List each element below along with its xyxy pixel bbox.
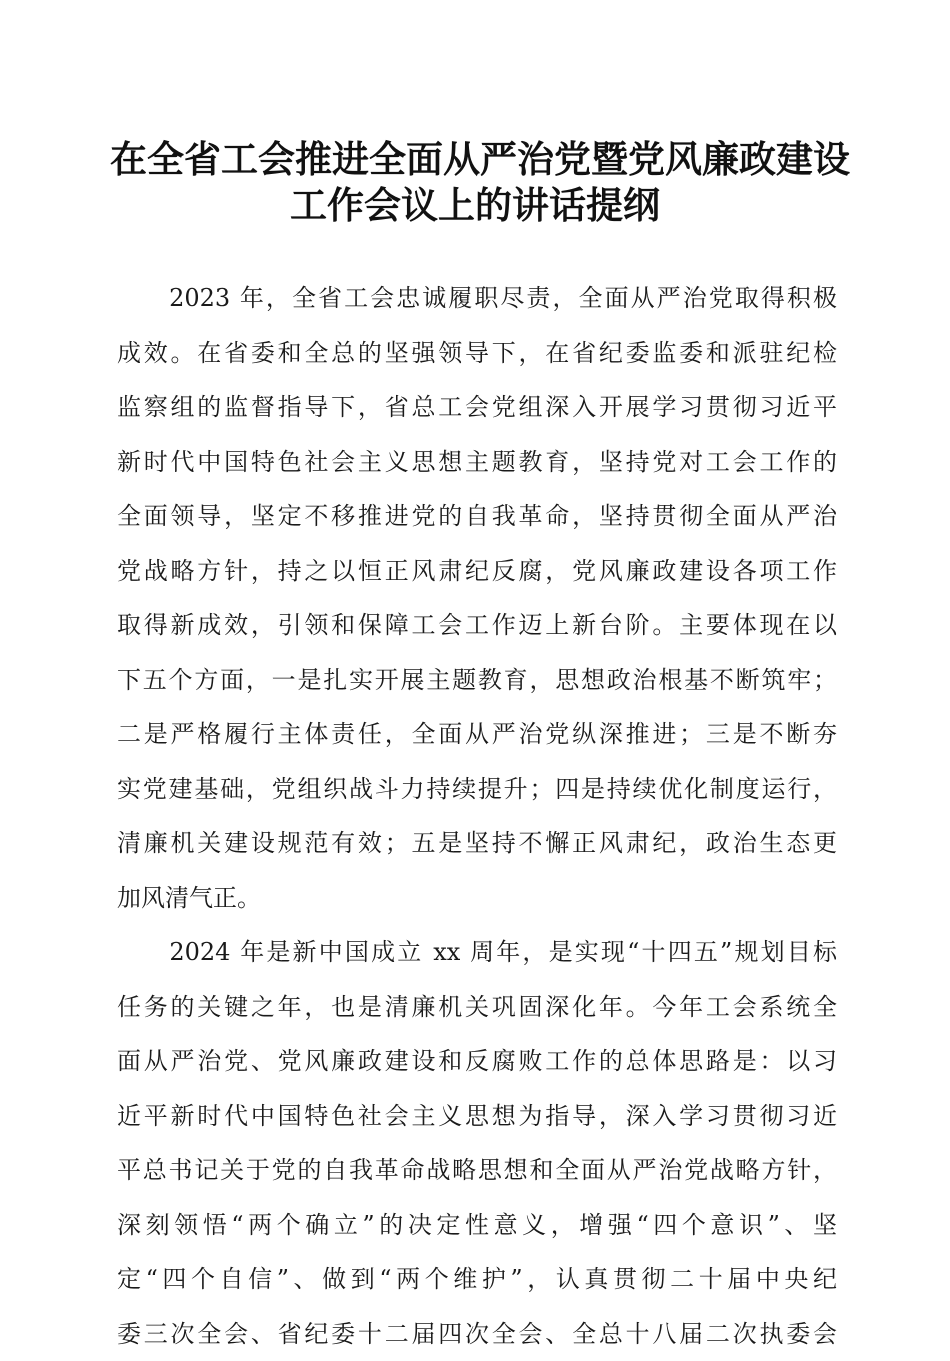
text-line: 面从严治党、党风廉政建设和反腐败工作的总体思路是：以习 — [117, 1034, 837, 1089]
title-line-1: 在全省工会推进全面从严治党暨党风廉政建设 — [110, 136, 840, 182]
document-title — [110, 136, 840, 228]
text-line: 取得新成效，引领和保障工会工作迈上新台阶。主要体现在以 — [117, 598, 837, 653]
paragraph-1 — [117, 271, 837, 925]
text-line: 下五个方面，一是扎实开展主题教育，思想政治根基不断筑牢； — [117, 653, 837, 708]
text-line: 全面领导，坚定不移推进党的自我革命，坚持贯彻全面从严治 — [117, 489, 837, 544]
title-line-2: 工作会议上的讲话提纲 — [110, 182, 840, 228]
text-line: 委三次全会、省纪委十二届四次全会、全总十八届二次执委会 — [117, 1307, 837, 1361]
paragraph-2 — [117, 925, 837, 1361]
text-line: 近平新时代中国特色社会主义思想为指导，深入学习贯彻习近 — [117, 1089, 837, 1144]
text-line: 新时代中国特色社会主义思想主题教育，坚持党对工会工作的 — [117, 435, 837, 490]
text-line: 二是严格履行主体责任，全面从严治党纵深推进；三是不断夯 — [117, 707, 837, 762]
text-line: 深刻领悟“两个确立”的决定性意义，增强“四个意识”、坚 — [117, 1198, 837, 1253]
text-line: 任务的关键之年，也是清廉机关巩固深化年。今年工会系统全 — [117, 980, 837, 1035]
document-body — [117, 271, 837, 1361]
text-line: 清廉机关建设规范有效；五是坚持不懈正风肃纪，政治生态更 — [117, 816, 837, 871]
text-line: 党战略方针，持之以恒正风肃纪反腐，党风廉政建设各项工作 — [117, 544, 837, 599]
text-line: 定“四个自信”、做到“两个维护”，认真贯彻二十届中央纪 — [117, 1252, 837, 1307]
text-line: 加风清气正。 — [117, 871, 837, 926]
text-line: 2024 年是新中国成立 xx 周年，是实现“十四五”规划目标 — [117, 925, 837, 980]
text-line: 实党建基础，党组织战斗力持续提升；四是持续优化制度运行， — [117, 762, 837, 817]
text-line: 监察组的监督指导下，省总工会党组深入开展学习贯彻习近平 — [117, 380, 837, 435]
text-line: 2023 年，全省工会忠诚履职尽责，全面从严治党取得积极 — [117, 271, 837, 326]
text-line: 平总书记关于党的自我革命战略思想和全面从严治党战略方针， — [117, 1143, 837, 1198]
text-line: 成效。在省委和全总的坚强领导下，在省纪委监委和派驻纪检 — [117, 326, 837, 381]
